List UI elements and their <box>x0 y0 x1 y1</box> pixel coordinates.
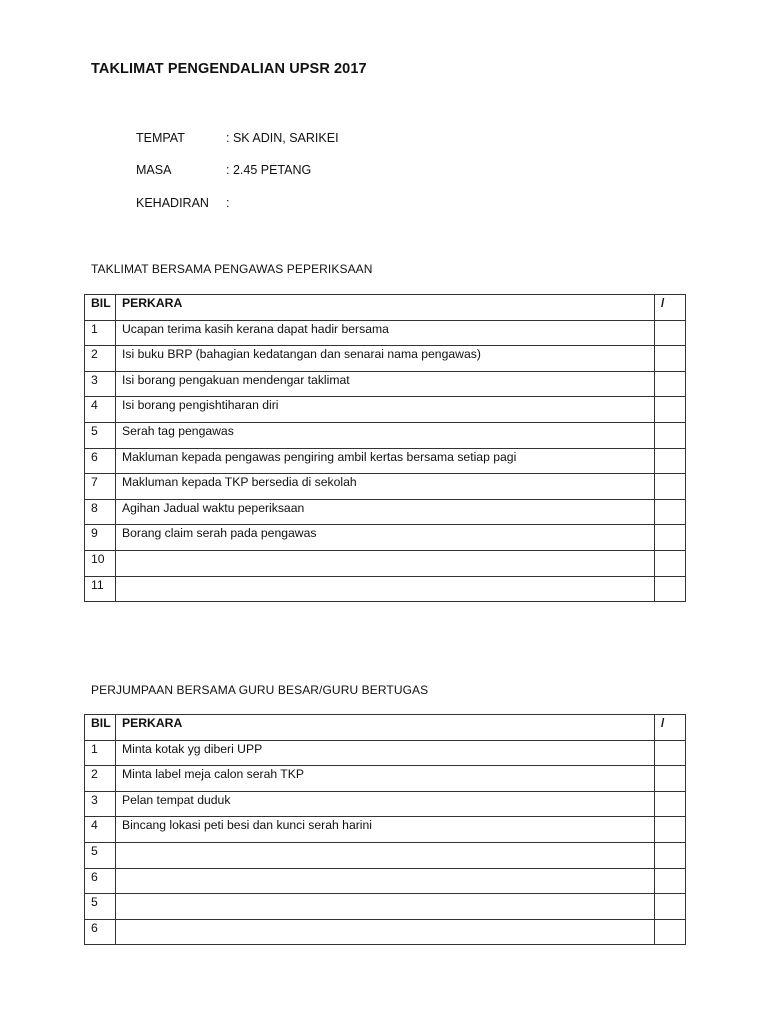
row-bil: 3 <box>85 791 116 817</box>
row-checkbox[interactable] <box>655 740 686 766</box>
info-value: : SK ADIN, SARIKEI <box>226 131 339 145</box>
row-perkara: Minta label meja calon serah TKP <box>116 766 655 792</box>
row-bil: 5 <box>85 422 116 448</box>
row-checkbox[interactable] <box>655 766 686 792</box>
row-bil: 6 <box>85 448 116 474</box>
row-bil: 4 <box>85 817 116 843</box>
row-checkbox[interactable] <box>655 371 686 397</box>
row-checkbox[interactable] <box>655 868 686 894</box>
row-bil: 1 <box>85 320 116 346</box>
row-checkbox[interactable] <box>655 422 686 448</box>
row-perkara: Isi buku BRP (bahagian kedatangan dan senarai nama pengawas) <box>116 346 655 372</box>
header-perkara: PERKARA <box>116 295 655 321</box>
row-checkbox[interactable] <box>655 474 686 500</box>
table-row <box>85 842 686 868</box>
row-checkbox[interactable] <box>655 817 686 843</box>
row-perkara: Serah tag pengawas <box>116 422 655 448</box>
row-perkara: Bincang lokasi peti besi dan kunci serah harini <box>116 817 655 843</box>
info-value: : 2.45 PETANG <box>226 163 312 177</box>
row-checkbox[interactable] <box>655 842 686 868</box>
row-bil: 3 <box>85 371 116 397</box>
row-bil: 4 <box>85 397 116 423</box>
table-row <box>85 346 686 372</box>
document-title: TAKLIMAT PENGENDALIAN UPSR 2017 <box>91 61 367 77</box>
row-checkbox[interactable] <box>655 525 686 551</box>
row-perkara: Isi borang pengishtiharan diri <box>116 397 655 423</box>
row-checkbox[interactable] <box>655 576 686 602</box>
info-row-kehadiran <box>136 196 229 210</box>
row-perkara: Makluman kepada pengawas pengiring ambil kertas bersama setiap pagi <box>116 448 655 474</box>
table-header-row <box>85 295 686 321</box>
row-perkara <box>116 894 655 920</box>
row-bil: 8 <box>85 499 116 525</box>
table-row <box>85 320 686 346</box>
row-perkara: Ucapan terima kasih kerana dapat hadir bersama <box>116 320 655 346</box>
table-row <box>85 817 686 843</box>
header-bil: BIL <box>85 295 116 321</box>
info-label: MASA <box>136 163 172 177</box>
row-bil: 9 <box>85 525 116 551</box>
row-perkara: Borang claim serah pada pengawas <box>116 525 655 551</box>
info-value: : <box>226 196 230 210</box>
row-bil: 7 <box>85 474 116 500</box>
table-row <box>85 576 686 602</box>
table-row <box>85 525 686 551</box>
row-bil: 1 <box>85 740 116 766</box>
table-row <box>85 766 686 792</box>
table-row <box>85 499 686 525</box>
row-checkbox[interactable] <box>655 919 686 945</box>
header-check: / <box>655 715 686 741</box>
row-bil: 6 <box>85 868 116 894</box>
row-bil: 6 <box>85 919 116 945</box>
info-label: TEMPAT <box>136 131 185 145</box>
row-checkbox[interactable] <box>655 448 686 474</box>
row-perkara <box>116 550 655 576</box>
table-row <box>85 371 686 397</box>
row-checkbox[interactable] <box>655 791 686 817</box>
section2-table <box>84 714 686 945</box>
row-perkara <box>116 576 655 602</box>
row-checkbox[interactable] <box>655 499 686 525</box>
header-perkara: PERKARA <box>116 715 655 741</box>
row-checkbox[interactable] <box>655 397 686 423</box>
table-row <box>85 474 686 500</box>
row-checkbox[interactable] <box>655 894 686 920</box>
section1-heading: TAKLIMAT BERSAMA PENGAWAS PEPERIKSAAN <box>91 262 373 276</box>
row-bil: 2 <box>85 766 116 792</box>
info-label: KEHADIRAN <box>136 196 209 210</box>
table-row <box>85 919 686 945</box>
row-perkara <box>116 868 655 894</box>
row-perkara <box>116 842 655 868</box>
row-bil: 5 <box>85 842 116 868</box>
section2-heading: PERJUMPAAN BERSAMA GURU BESAR/GURU BERTUGAS <box>91 683 429 697</box>
row-perkara: Pelan tempat duduk <box>116 791 655 817</box>
row-checkbox[interactable] <box>655 550 686 576</box>
table-row <box>85 791 686 817</box>
section1-table <box>84 294 686 602</box>
table-row <box>85 397 686 423</box>
row-perkara: Isi borang pengakuan mendengar taklimat <box>116 371 655 397</box>
table-row <box>85 740 686 766</box>
row-checkbox[interactable] <box>655 320 686 346</box>
header-bil: BIL <box>85 715 116 741</box>
table-row <box>85 550 686 576</box>
row-perkara <box>116 919 655 945</box>
row-bil: 10 <box>85 550 116 576</box>
row-perkara: Makluman kepada TKP bersedia di sekolah <box>116 474 655 500</box>
table-row <box>85 868 686 894</box>
table-row <box>85 448 686 474</box>
table-header-row <box>85 715 686 741</box>
header-check: / <box>655 295 686 321</box>
row-bil: 2 <box>85 346 116 372</box>
row-perkara: Minta kotak yg diberi UPP <box>116 740 655 766</box>
row-perkara: Agihan Jadual waktu peperiksaan <box>116 499 655 525</box>
info-row-tempat <box>136 131 339 145</box>
row-bil: 11 <box>85 576 116 602</box>
row-bil: 5 <box>85 894 116 920</box>
table-row <box>85 894 686 920</box>
row-checkbox[interactable] <box>655 346 686 372</box>
table-row <box>85 422 686 448</box>
info-row-masa <box>136 163 311 177</box>
